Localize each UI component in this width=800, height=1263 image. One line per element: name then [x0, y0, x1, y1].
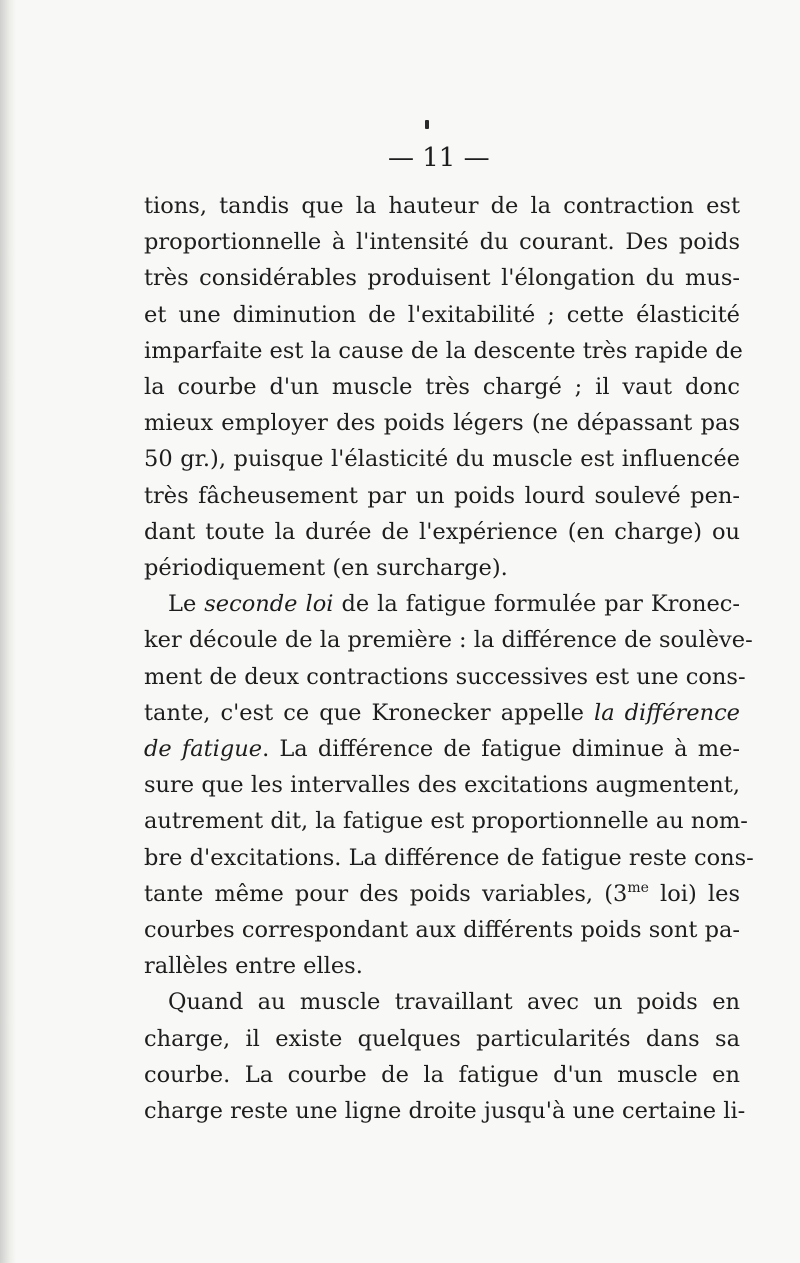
text-line: charge reste une ligne droite jusqu'à une certaine li- [144, 1098, 746, 1125]
text-line: courbe. La courbe de la fatigue d'un muscle en [144, 1061, 740, 1088]
page-number: — 11 — [388, 143, 490, 173]
paragraph-1 [144, 188, 743, 586]
text-line [144, 695, 740, 731]
text-line: proportionnelle à l'intensité du courant. Des poids [144, 229, 740, 256]
italic-term: de fatigue [144, 736, 263, 763]
text-line: 50 gr.), puisque l'élasticité du muscle est influencée [144, 446, 740, 473]
text-line: ment de deux contractions successives est une cons- [144, 663, 746, 690]
italic-term: seconde loi [204, 591, 334, 618]
text-line: ker découle de la première : la différence de soulève- [144, 627, 753, 654]
text-run: tante, c'est ce que Kronecker appelle [144, 699, 594, 726]
text-run: . La différence de fatigue diminue à me- [262, 736, 740, 763]
italic-term: la différence [594, 699, 740, 726]
text-line: rallèles entre elles. [144, 953, 363, 980]
text-line: la courbe d'un muscle très chargé ; il vaut donc [144, 374, 740, 401]
text-line: bre d'excitations. La différence de fatigue reste cons- [144, 844, 754, 871]
text-line: périodiquement (en surcharge). [144, 555, 508, 582]
text-line: imparfaite est la cause de la descente très rapide de [144, 337, 743, 364]
text-line: et une diminution de l'exitabilité ; cette élasticité [144, 301, 740, 328]
text-line: dant toute la durée de l'expérience (en charge) ou [144, 518, 740, 545]
text-line [144, 586, 740, 622]
page-gutter-shadow [0, 0, 16, 1263]
text-line: très fâcheusement par un poids lourd soulevé pen- [144, 482, 740, 509]
text-run: de la fatigue formulée par Kronec- [333, 591, 740, 618]
text-line: très considérables produisent l'élongation du mus- [144, 265, 740, 292]
body-text [144, 188, 754, 1129]
text-line: mieux employer des poids légers (ne dépassant pas [144, 410, 740, 437]
text-line: courbes correspondant aux différents poids sont pa- [144, 917, 740, 944]
text-run: tante même pour des poids variables, (3 [144, 880, 628, 907]
text-line [144, 731, 740, 767]
text-line: Quand au muscle travaillant avec un poids en [168, 989, 740, 1016]
text-line: autrement dit, la fatigue est proportionnelle au nom- [144, 808, 748, 835]
text-run: loi) les [648, 880, 740, 907]
text-line [144, 876, 740, 912]
text-line: sure que les intervalles des excitations augmentent, [144, 772, 740, 799]
paragraph-2 [144, 586, 754, 984]
text-run: Le [168, 591, 205, 618]
paragraph-3 [144, 984, 746, 1129]
text-line: charge, il existe quelques particularités dans sa [144, 1025, 740, 1052]
text-line: tions, tandis que la hauteur de la contraction est [144, 193, 740, 219]
superscript: me [627, 879, 649, 896]
ink-mark [425, 120, 429, 129]
